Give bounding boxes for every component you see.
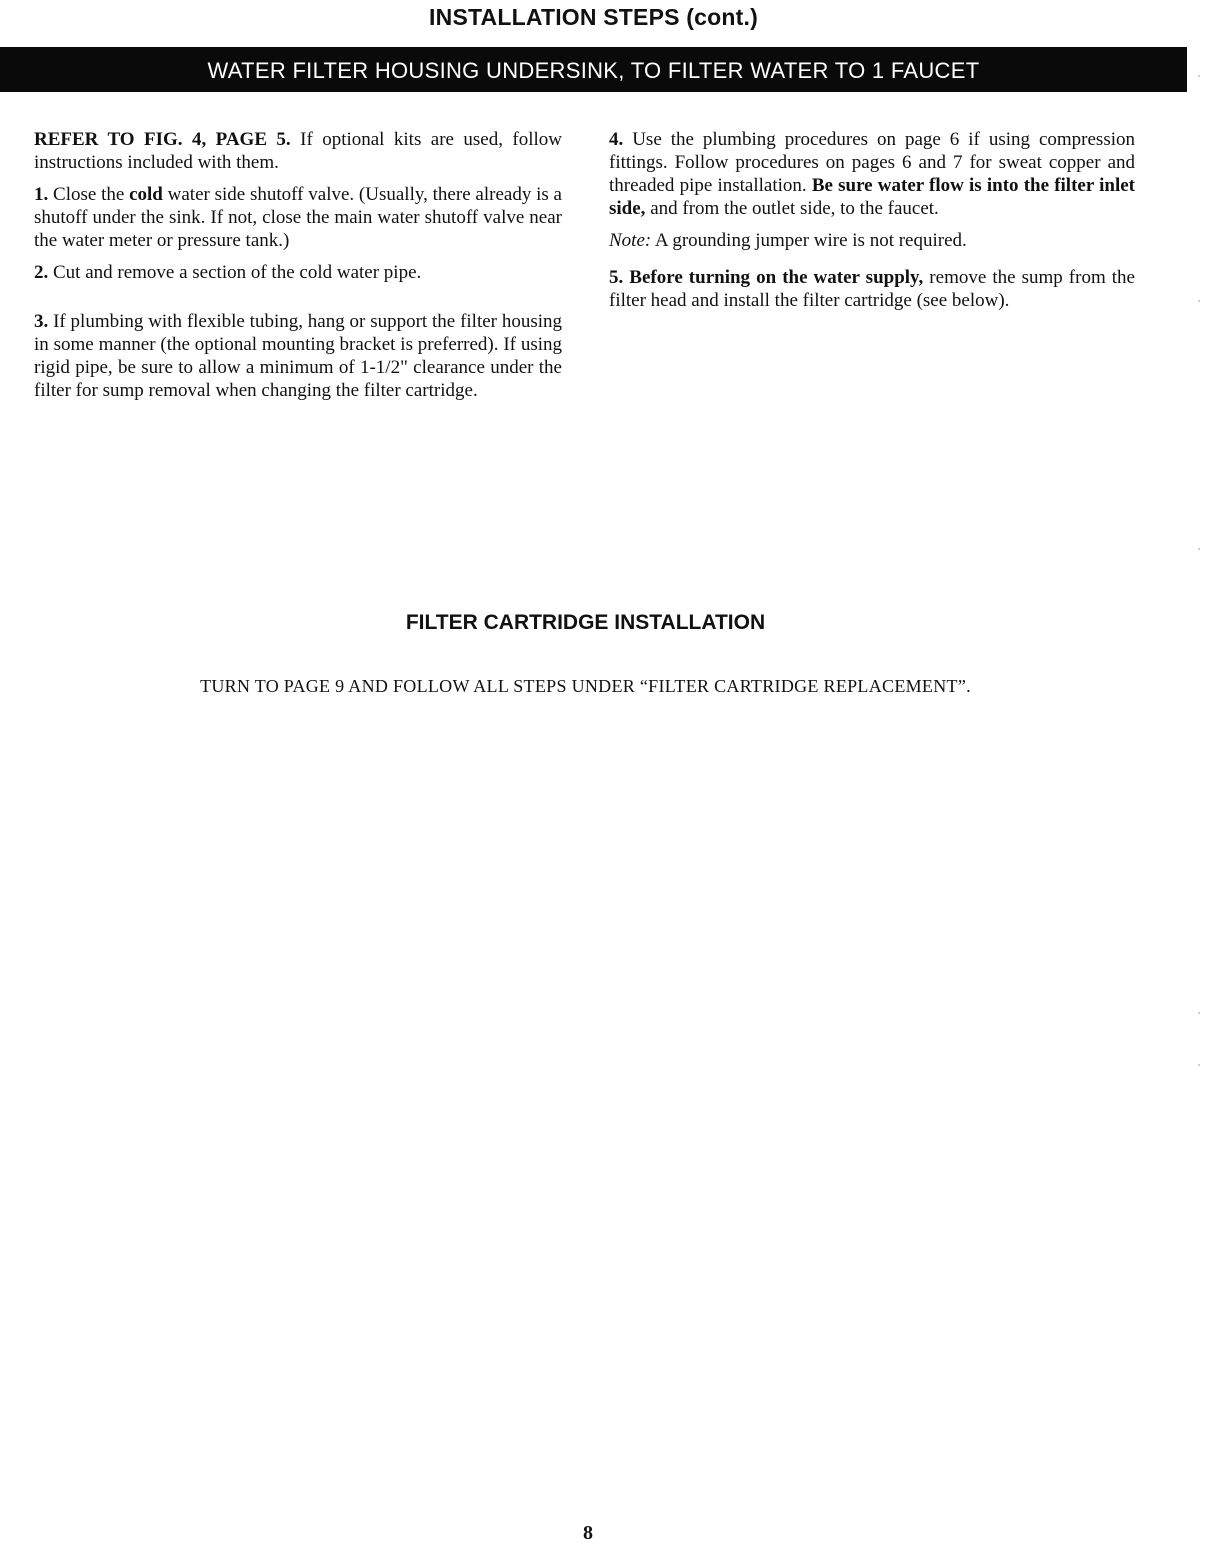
note-label: Note: [609, 230, 652, 251]
right-column [609, 128, 1135, 321]
step-5-bold: Before turning on the water supply, [623, 267, 924, 288]
step-2-number: 2. [34, 262, 49, 283]
step-4-text: Use the plumbing procedures on page 6 if using compression fittings. Follow procedures on pages 6 and 7 for sweat copper and threaded pipe installation. [609, 129, 1135, 196]
refer-paragraph [34, 128, 562, 174]
refer-lead: REFER TO FIG. 4, PAGE 5. [34, 129, 291, 150]
filter-cartridge-heading: FILTER CARTRIDGE INSTALLATION [405, 611, 766, 634]
step-3 [34, 310, 562, 402]
step-5 [609, 266, 1135, 312]
step-1-post: water side shutoff valve. (Usually, there already is a shutoff under the sink. If not, close the main water shutoff valve near the water meter or pressure tank.) [34, 184, 562, 251]
left-column [34, 128, 562, 411]
scan-mark [1198, 1064, 1200, 1066]
step-1-number: 1. [34, 184, 49, 205]
refer-text: If optional kits are used, follow instructions included with them. [34, 129, 562, 173]
scan-mark [1198, 75, 1200, 77]
step-1-pre: Close the [48, 184, 130, 205]
step-1 [34, 183, 562, 252]
scan-mark [1198, 300, 1200, 302]
step-2 [34, 261, 562, 284]
filter-cartridge-instruction: TURN TO PAGE 9 AND FOLLOW ALL STEPS UNDER “FILTER CARTRIDGE REPLACEMENT”. [200, 676, 971, 696]
step-3-text: If plumbing with flexible tubing, hang or support the filter housing in some manner (the optional mounting bracket is preferred). If using rigid pipe, be sure to allow a minimum of 1-1/2" clearance under the filter for sump removal when changing the filter cartridge. [34, 311, 562, 401]
step-3-number: 3. [34, 311, 49, 332]
step-5-text: remove the sump from the filter head and install the filter cartridge (see below). [609, 267, 1135, 311]
note-text: A grounding jumper wire is not required. [651, 230, 967, 251]
scan-mark [1198, 1012, 1200, 1014]
step-1-bold: cold [129, 184, 163, 205]
step-4-post: and from the outlet side, to the faucet. [645, 198, 939, 219]
step-4 [609, 128, 1135, 220]
note [609, 229, 1135, 252]
page-title: INSTALLATION STEPS (cont.) [429, 4, 758, 30]
step-4-bold: Be sure water flow is into the filter inlet side, [609, 175, 1135, 219]
section-banner: WATER FILTER HOUSING UNDERSINK, TO FILTER WATER TO 1 FAUCET [0, 47, 1187, 92]
scan-mark [1198, 548, 1200, 550]
page-number: 8 [583, 1522, 593, 1544]
step-4-number: 4. [609, 129, 624, 150]
step-2-text: Cut and remove a section of the cold water pipe. [48, 262, 422, 283]
step-5-number: 5. [609, 267, 624, 288]
